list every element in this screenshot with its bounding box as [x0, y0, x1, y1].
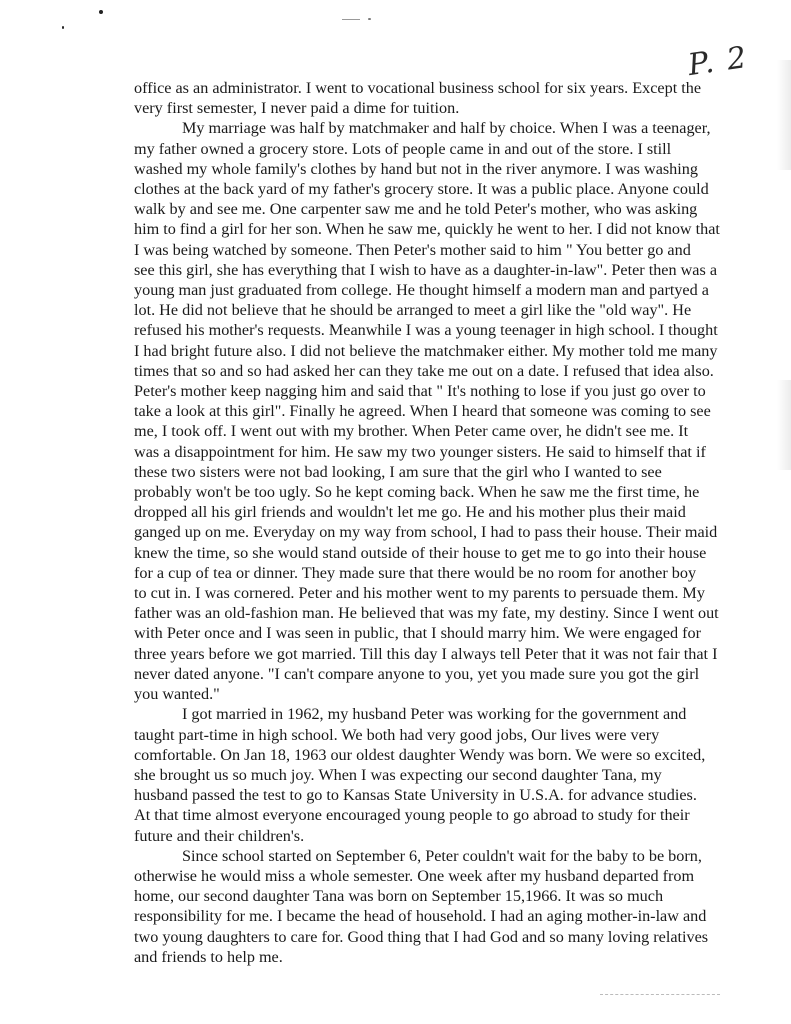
- paragraph: [134, 846, 709, 967]
- text-line: him to find a girl for her son. When he saw me, quickly he went to her. I did not know that: [134, 220, 720, 239]
- text-line: very first semester, I never paid a dime for tuition.: [134, 99, 460, 118]
- text-line: knew the time, so she would stand outside of their house to get me to go into their house: [134, 543, 707, 562]
- scan-speck: [342, 19, 360, 20]
- scan-speck: [99, 10, 103, 14]
- text-line: me, I took off. I went out with my brother. When Peter came over, he didn't see me. It: [134, 422, 689, 441]
- text-line: At that time almost everyone encouraged young people to go abroad to study for their: [134, 806, 690, 825]
- text-line: probably won't be too ugly. So he kept coming back. When he saw me the first time, he: [134, 483, 700, 502]
- text-line: ganged up on me. Everyday on my way from school, I had to pass their house. Their maid: [134, 523, 718, 542]
- paragraph: [134, 704, 706, 845]
- text-line: responsibility for me. I became the head of household. I had an aging mother-in-law and: [134, 907, 707, 926]
- text-line: home, our second daughter Tana was born on September 15,1966. It was so much: [134, 887, 664, 906]
- text-line: Since school started on September 6, Peter couldn't wait for the baby to be born,: [182, 846, 702, 865]
- text-line: taught part-time in high school. We both had very good jobs, Our lives were very: [134, 725, 660, 744]
- scan-edge-shadow: [777, 60, 791, 170]
- text-line: walk by and see me. One carpenter saw me and he told Peter's mother, who was asking: [134, 200, 698, 219]
- scan-speck: [62, 26, 64, 29]
- text-line: dropped all his girl friends and wouldn't let me go. He and his mother plus their maid: [134, 503, 686, 522]
- text-line: to cut in. I was cornered. Peter and his mother went to my parents to persuade them. My: [134, 584, 705, 603]
- text-line: with Peter once and I was seen in public, that I should marry him. We were engaged for: [134, 624, 702, 643]
- paragraph: [134, 78, 702, 118]
- text-line: times that so and so had asked her can they take me out on a date. I refused that idea also.: [134, 361, 714, 380]
- text-line: father was an old-fashion man. He believed that was my fate, my destiny. Since I went out: [134, 604, 719, 623]
- paragraph: [134, 118, 720, 704]
- text-line: and friends to help me.: [134, 947, 283, 966]
- text-line: young man just graduated from college. He thought himself a modern man and partyed a: [134, 281, 709, 300]
- text-line: comfortable. On Jan 18, 1963 our oldest daughter Wendy was born. We were so excited,: [134, 745, 706, 764]
- text-line: three years before we got married. Till this day I always tell Peter that it was not fair that I: [134, 644, 718, 663]
- text-line: My marriage was half by matchmaker and half by choice. When I was a teenager,: [182, 119, 711, 138]
- text-line: two young daughters to care for. Good thing that I had God and so many loving relatives: [134, 927, 709, 946]
- text-line: take a look at this girl". Finally he agreed. When I heard that someone was coming to see: [134, 402, 711, 421]
- text-line: Peter's mother keep nagging him and said that " It's nothing to lose if you just go over to: [134, 382, 706, 401]
- text-line: refused his mother's requests. Meanwhile I was a young teenager in high school. I thought: [134, 321, 718, 340]
- document-body: [134, 78, 720, 967]
- text-line: she brought us so much joy. When I was expecting our second daughter Tana, my: [134, 765, 662, 784]
- text-line: lot. He did not believe that he should be arranged to meet a girl like the "old way". He: [134, 301, 692, 320]
- text-line: I had bright future also. I did not believe the matchmaker either. My mother told me many: [134, 341, 718, 360]
- scan-smudge: [600, 994, 720, 996]
- text-line: these two sisters were not bad looking, I am sure that the girl who I wanted to see: [134, 462, 662, 481]
- text-line: I got married in 1962, my husband Peter was working for the government and: [182, 705, 687, 724]
- text-line: future and their children's.: [134, 826, 305, 845]
- text-line: husband passed the test to go to Kansas State University in U.S.A. for advance studies.: [134, 786, 697, 805]
- text-line: I was being watched by someone. Then Peter's mother said to him " You better go and: [134, 240, 691, 259]
- text-line: washed my whole family's clothes by hand but not in the river anymore. I was washing: [134, 159, 698, 178]
- handwritten-page-number: P. 2: [685, 39, 751, 84]
- text-line: never dated anyone. "I can't compare anyone to you, yet you made sure you got the girl: [134, 664, 700, 683]
- text-line: you wanted.": [134, 685, 220, 704]
- scan-speck: [368, 18, 371, 20]
- text-line: for a cup of tea or dinner. They made sure that there would be no room for another boy: [134, 563, 697, 582]
- text-line: my father owned a grocery store. Lots of people came in and out of the store. I still: [134, 139, 672, 158]
- text-line: otherwise he would miss a whole semester. One week after my husband departed from: [134, 866, 695, 885]
- text-line: clothes at the back yard of my father's grocery store. It was a public place. Anyone could: [134, 180, 709, 199]
- scan-edge-shadow: [777, 380, 791, 470]
- text-line: see this girl, she has everything that I wish to have as a daughter-in-law". Peter then was a: [134, 260, 718, 279]
- text-line: was a disappointment for him. He saw my two younger sisters. He said to himself that if: [134, 442, 706, 461]
- text-line: office as an administrator. I went to vocational business school for six years. Except the: [134, 79, 702, 97]
